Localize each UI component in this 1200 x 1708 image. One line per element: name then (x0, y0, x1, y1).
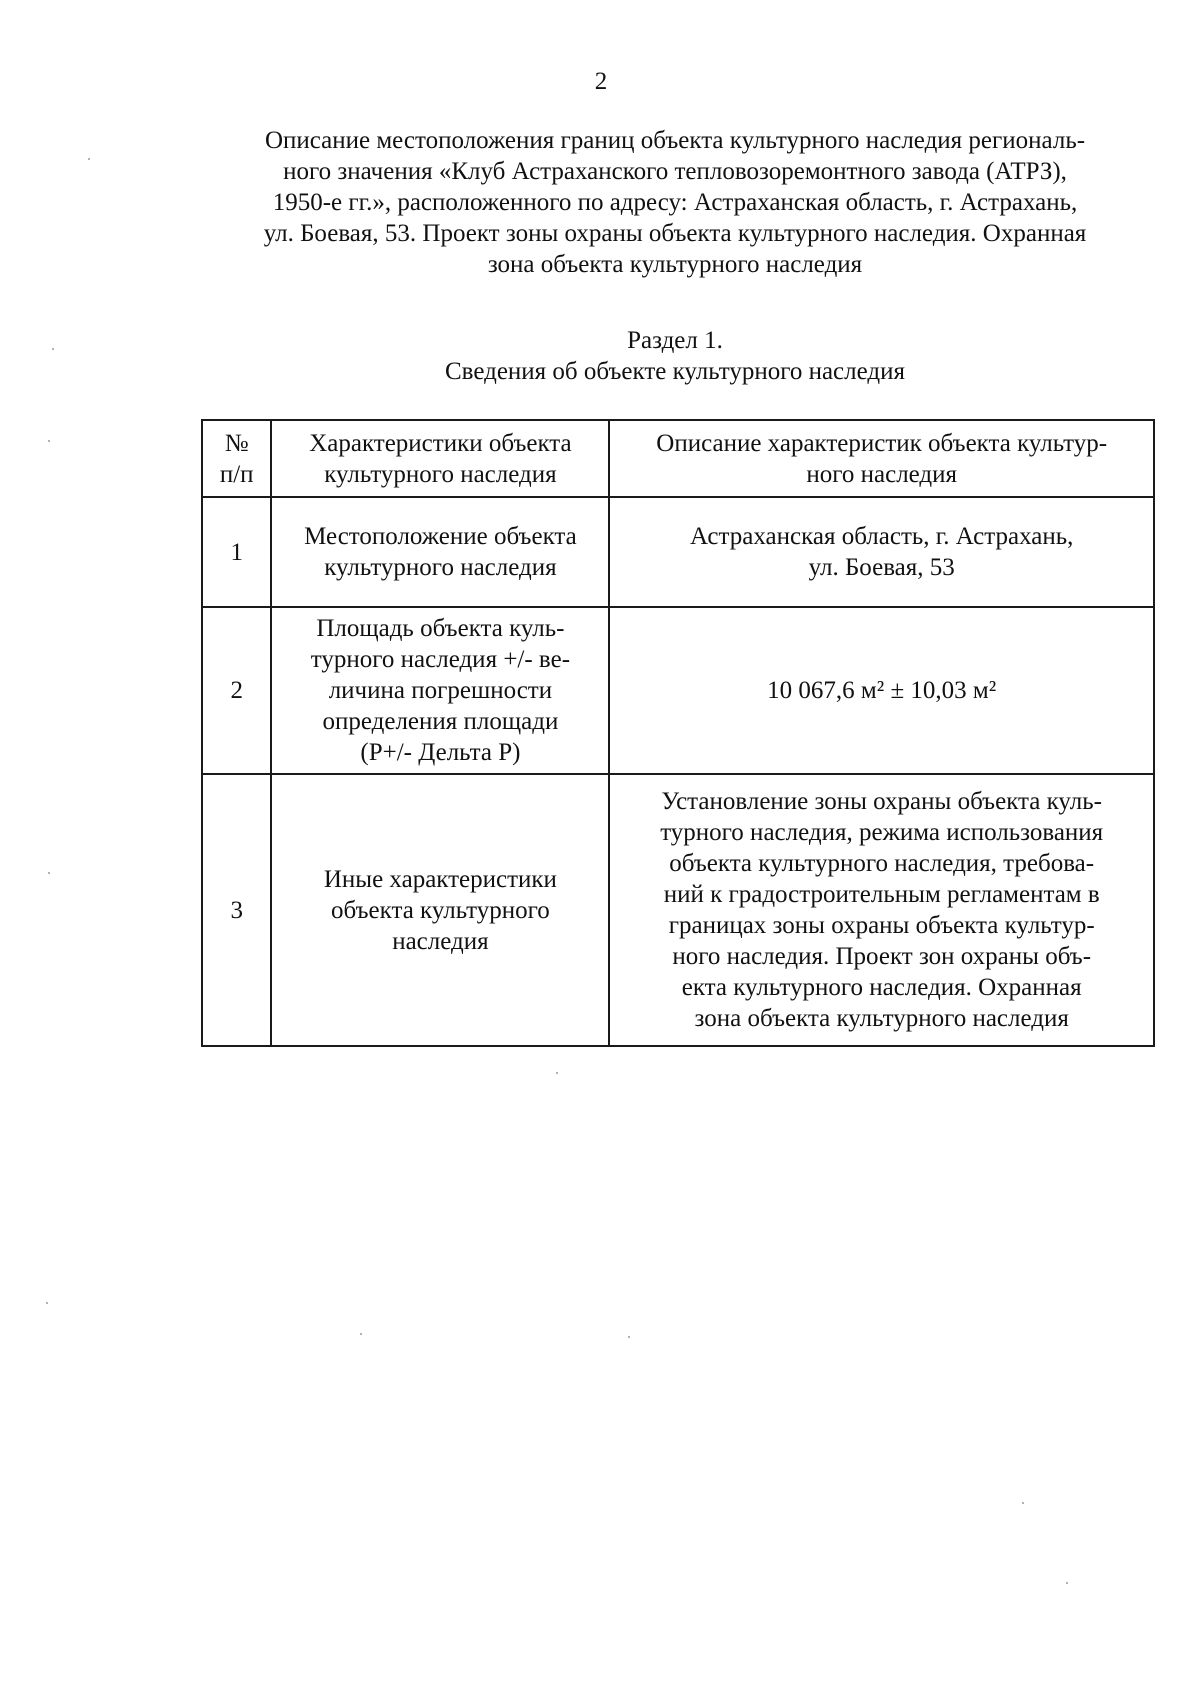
section-label: Раздел 1. (627, 327, 723, 354)
cell-line: Местоположение объекта (304, 523, 577, 550)
title-line: ного значения «Клуб Астраханского тепловозоремонтного завода (АТРЗ), (283, 158, 1067, 185)
cell-line: Площадь объекта куль- (316, 615, 565, 642)
cell-line: ного наследия. Проект зон охраны объ- (672, 943, 1092, 970)
table-row (202, 607, 1154, 774)
section-header (205, 325, 1145, 387)
cell-line: турного наследия, режима использования (660, 819, 1104, 846)
title-line: зона объекта культурного наследия (487, 251, 863, 278)
cell-line: определения площади (322, 708, 559, 735)
section-heading: Сведения об объекте культурного наследия (445, 358, 905, 385)
cell-line: Астраханская область, г. Астрахань, (690, 523, 1074, 550)
header-characteristic-line: культурного наследия (324, 460, 557, 488)
header-cell-num (202, 420, 271, 497)
table-row (202, 497, 1154, 607)
cell-line: ул. Боевая, 53 (808, 554, 955, 581)
header-cell-characteristic (271, 420, 609, 497)
title-line: Описание местоположения границ объекта культурного наследия региональ- (264, 127, 1086, 154)
cell-line: Иные характеристики (323, 865, 557, 893)
row-number: 3 (202, 774, 271, 1046)
cell-line: турного наследия +/- ве- (310, 646, 571, 673)
cell-line: личина погрешности (328, 677, 553, 704)
scan-speck (1022, 1502, 1024, 1504)
header-num-line: № (224, 429, 249, 457)
row-description (609, 774, 1154, 1046)
row-number: 2 (202, 607, 271, 774)
cell-line: зона объекта культурного наследия (694, 1005, 1069, 1032)
row-description (609, 497, 1154, 607)
row-characteristic (271, 497, 609, 607)
cell-line: культурного наследия (324, 554, 557, 581)
cell-line: объекта культурного наследия, требова- (669, 850, 1095, 877)
table-header-row (202, 420, 1154, 497)
row-characteristic (271, 607, 609, 774)
row-characteristic (271, 774, 609, 1046)
scan-speck (556, 1072, 558, 1074)
cell-line: объекта культурного (331, 896, 550, 924)
cell-line: (P+/- Дельта P) (360, 739, 521, 766)
scan-speck (628, 1336, 630, 1338)
header-num-line: п/п (219, 460, 254, 488)
scan-speck (52, 348, 54, 350)
cell-line: Установление зоны охраны объекта куль- (661, 788, 1102, 815)
header-cell-description (609, 420, 1154, 497)
cell-line: екта культурного наследия. Охранная (681, 974, 1082, 1001)
header-characteristic-line: Характеристики объекта (309, 429, 572, 457)
cell-line: наследия (392, 927, 489, 955)
document-title (205, 125, 1145, 280)
row-description (609, 607, 1154, 774)
heritage-info-table (201, 419, 1155, 1047)
area-value: 10 067,6 м² ± 10,03 м² (767, 677, 997, 704)
scan-speck (360, 1333, 362, 1335)
title-line: ул. Боевая, 53. Проект зоны охраны объекта культурного наследия. Охранная (263, 220, 1087, 247)
title-line: 1950-е гг.», расположенного по адресу: Астраханская область, г. Астрахань, (272, 189, 1078, 216)
scan-speck (48, 872, 50, 874)
row-number: 1 (202, 497, 271, 607)
scan-speck (1066, 1582, 1068, 1584)
cell-line: ний к градостроительным регламентам в (663, 881, 1100, 908)
scan-speck (88, 158, 90, 160)
scan-speck (48, 440, 50, 442)
page-number: 2 (594, 68, 608, 95)
header-description-line: ного наследия (806, 460, 958, 488)
scan-speck (46, 1302, 48, 1304)
cell-line: границах зоны охраны объекта культур- (668, 912, 1095, 939)
table-row (202, 774, 1154, 1046)
header-description-line: Описание характеристик объекта культур- (656, 429, 1108, 457)
